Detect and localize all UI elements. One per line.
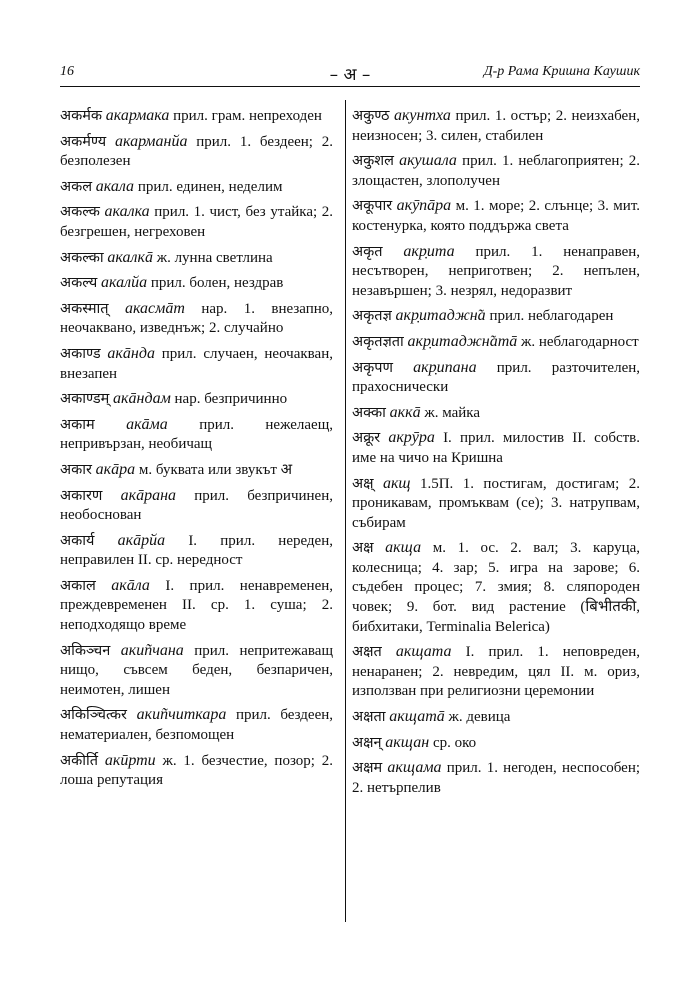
entry-headword: अकस्मात्	[60, 300, 109, 317]
dictionary-entry	[352, 332, 640, 353]
dictionary-entry	[60, 389, 333, 410]
entry-headword: अकार्य	[60, 532, 95, 549]
dictionary-entry	[352, 106, 640, 146]
dictionary-entry	[60, 106, 333, 127]
running-head-author: Д-р Рама Кришна Каушик	[483, 64, 640, 79]
entry-transliteration: акушала	[399, 152, 457, 170]
entry-definition: прил. непритежаващ нищо, съвсем беден, безпаричен, неимотен, лишен	[60, 642, 334, 698]
entry-headword: अकाम	[60, 416, 95, 433]
entry-transliteration: акāрана	[120, 486, 177, 504]
entry-headword: अकृपण	[352, 359, 393, 376]
entry-headword: अकूपार	[352, 198, 393, 215]
entry-headword: अक्रूर	[352, 430, 381, 447]
entry-headword: अक्ष	[352, 540, 374, 557]
entry-transliteration: акиñчана	[120, 641, 184, 659]
entry-definition: ж. лунна светлина	[156, 249, 273, 266]
entry-definition: прил. 1. чист, без утайка; 2. безгрешен, негреховен	[60, 204, 333, 240]
dictionary-entry	[60, 177, 333, 198]
dictionary-entry	[60, 248, 333, 269]
entry-transliteration: акщан	[385, 733, 430, 751]
entry-headword: अकिञ्चित्कर	[60, 707, 127, 724]
dictionary-entry	[60, 751, 333, 791]
dictionary-entry	[60, 202, 333, 242]
entry-headword: अकृतज्ञ	[352, 308, 392, 325]
entry-definition: прил. неблагодарен	[489, 308, 614, 325]
entry-transliteration: акщама	[387, 759, 442, 777]
entry-definition: I. прил. милостив II. собств. име на чичо на Кришна	[352, 430, 640, 466]
entry-transliteration: акунтха	[393, 107, 451, 124]
entry-definition: прил. нежелаещ, непривързан, необичащ	[60, 416, 334, 453]
entry-headword: अकार	[60, 461, 92, 478]
dictionary-entry	[352, 242, 640, 302]
entry-definition: прил. болен, нездрав	[150, 275, 284, 292]
dictionary-entry	[60, 344, 333, 384]
entry-headword: अकारण	[60, 487, 103, 504]
entry-headword: अकाण्ड	[60, 345, 101, 362]
entry-definition: ж. неблагодарност	[521, 333, 639, 350]
entry-definition: I. прил. ненавременен, преждевременен II. ср. 1. суша; 2. неподходящо време	[60, 577, 334, 634]
entry-transliteration: акӣрти	[104, 751, 156, 769]
entry-definition: нар. 1. внезапно, неочаквано, изведнъж; 2. случайно	[60, 300, 334, 337]
page-number: 16	[60, 64, 74, 79]
left-column	[60, 106, 333, 796]
entry-transliteration: акāма	[126, 415, 168, 433]
entry-definition: м. буквата или звукът अ	[138, 461, 293, 478]
entry-definition: прил. безпричинен, необоснован	[60, 487, 333, 524]
entry-transliteration: акала	[95, 177, 135, 195]
entry-transliteration: акалйа	[101, 274, 148, 292]
dictionary-entry	[60, 132, 333, 172]
dictionary-entry	[60, 486, 333, 526]
dictionary-entry	[60, 415, 333, 455]
dictionary-entry	[352, 151, 640, 191]
dictionary-entry	[60, 273, 333, 294]
dictionary-entry	[352, 403, 640, 424]
entry-headword: अकृत	[352, 243, 383, 260]
entry-definition: I. прил. нереден, неправилен II. ср. нередност	[60, 532, 333, 569]
dictionary-entry	[352, 358, 640, 398]
entry-headword: अक्का	[352, 404, 386, 421]
entry-headword: अकिञ्चन	[60, 642, 111, 659]
entry-headword: अकीर्ति	[60, 752, 98, 769]
entry-definition: прил. разточителен, прахоснически	[352, 359, 641, 396]
entry-transliteration: акр̣итаджн̃а	[395, 307, 486, 325]
dictionary-entry	[352, 196, 640, 236]
entry-definition: м. 1. море; 2. слънце; 3. мит. костенурка, която поддържа света	[352, 198, 640, 234]
entry-headword: अकाण्डम्	[60, 391, 110, 408]
dictionary-entry	[60, 576, 333, 636]
entry-headword: अकुशल	[352, 153, 394, 170]
entry-definition: прил. случаен, неочакван, внезапен	[60, 345, 333, 382]
column-divider	[345, 100, 346, 922]
page-header	[60, 62, 640, 84]
entry-headword: अकल्का	[60, 249, 104, 266]
entry-headword: अकर्मण्य	[60, 133, 107, 150]
entry-transliteration: акалка	[104, 203, 150, 221]
entry-definition: прил. 1. бездеен; 2. безполезен	[60, 133, 334, 170]
right-column	[352, 106, 640, 803]
entry-transliteration: акāра	[95, 460, 136, 478]
dictionary-entry	[352, 642, 640, 702]
header-rule	[60, 86, 640, 87]
entry-transliteration: акща	[385, 539, 422, 557]
dictionary-entry	[60, 641, 333, 701]
entry-headword: अक्षम	[352, 760, 383, 777]
entry-headword: अकल	[60, 178, 93, 195]
dictionary-entry	[60, 531, 333, 571]
entry-definition: ср. око	[432, 734, 477, 751]
dictionary-entry	[60, 299, 333, 339]
entry-definition: прил. 1. негоден, неспособен; 2. нетърпелив	[352, 760, 641, 796]
entry-definition: прил. 1. ненаправен, несътворен, неприготвен; 2. непълен, незавършен; 3. незрял, недоразвит	[352, 243, 641, 299]
entry-definition: прил. единен, неделим	[137, 178, 283, 195]
section-letter: – अ –	[329, 65, 371, 85]
entry-transliteration: аккā	[389, 403, 421, 421]
entry-transliteration: акасмāт	[124, 299, 185, 317]
entry-transliteration: акармака	[105, 107, 170, 124]
entry-transliteration: акр̣ипана	[413, 358, 477, 376]
dictionary-entry	[352, 538, 640, 637]
entry-transliteration: акрӯра	[388, 429, 435, 447]
entry-definition: 1.5П. 1. постигам, достигам; 2. проникавам, промъквам (се); 3. натрупвам, събирам	[352, 475, 640, 531]
entry-transliteration: акр̣ита	[403, 242, 455, 260]
entry-definition: прил. грам. непреходен	[173, 108, 322, 124]
entry-definition: нар. безпричинно	[174, 391, 288, 408]
entry-definition: м. 1. ос. 2. вал; 3. каруца, колесница; 4. зар; 5. игра на зарове; 6. съдебен процес; 7. змия; 8. сляпороден човек; 9. бот. вид растение (बिभीतकी, бибхитаки, Terminalia Belerica)	[352, 540, 640, 635]
entry-transliteration: акалкā	[107, 248, 153, 266]
entry-headword: अकर्मक	[60, 108, 103, 124]
dictionary-entry	[352, 306, 640, 327]
entry-transliteration: акāла	[111, 576, 150, 594]
entry-definition: прил. 1. неблагоприятен; 2. злощастен, злополучен	[352, 153, 641, 189]
entry-transliteration: акиñчиткара	[136, 706, 227, 724]
entry-headword: अक्षता	[352, 709, 386, 726]
entry-headword: अक्ष्	[352, 475, 374, 492]
entry-definition: прил. бездеен, нематериален, безпомощен	[60, 707, 334, 744]
entry-definition: ж. девица	[448, 709, 511, 726]
entry-headword: अकल्क	[60, 204, 100, 221]
entry-headword: अकल्य	[60, 275, 98, 292]
entry-transliteration: акарманйа	[115, 132, 188, 150]
dictionary-entry	[352, 474, 640, 534]
entry-transliteration: акщата	[395, 643, 452, 661]
entry-transliteration: акāндам	[113, 390, 171, 408]
entry-headword: अक्षन्	[352, 734, 382, 751]
dictionary-entry	[352, 758, 640, 798]
entry-headword: अकाल	[60, 577, 96, 594]
dictionary-entry	[352, 733, 640, 754]
entry-transliteration: акāнда	[107, 344, 155, 362]
entry-definition: ж. 1. безчестие, позор; 2. лоша репутация	[60, 752, 334, 789]
entry-transliteration: акӯпāра	[396, 197, 452, 215]
entry-headword: अकृतज्ञता	[352, 333, 404, 350]
dictionary-entry	[60, 705, 333, 745]
entry-transliteration: акщатā	[389, 708, 445, 726]
dictionary-entry	[60, 460, 333, 481]
entry-transliteration: акщ	[382, 474, 411, 492]
entry-headword: अकुण्ठ	[352, 108, 390, 124]
dictionary-entry	[352, 428, 640, 468]
entry-transliteration: акāрйа	[117, 531, 166, 549]
entry-headword: अक्षत	[352, 644, 382, 661]
entry-transliteration: акр̣итаджн̃атā	[407, 332, 518, 350]
dictionary-entry	[352, 707, 640, 728]
entry-definition: ж. майка	[424, 404, 481, 421]
entry-definition: I. прил. 1. неповреден, ненаранен; 2. невредим, цял II. м. ориз, използван при религиозни церемонии	[352, 644, 641, 700]
entry-definition: прил. 1. остър; 2. неизхабен, неизносен; 3. силен, стабилен	[352, 108, 640, 144]
